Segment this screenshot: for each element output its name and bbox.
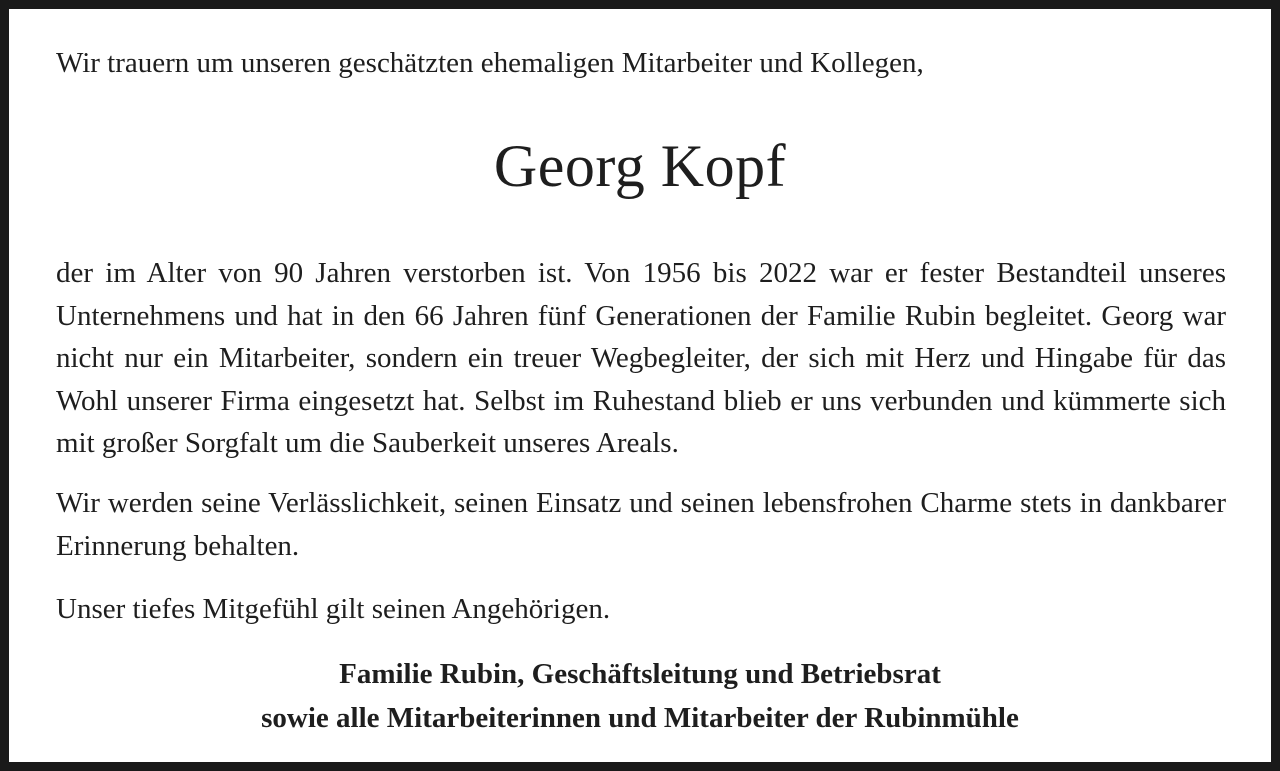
intro-line: Wir trauern um unseren geschätzten ehemaligen Mitarbeiter und Kollegen, (56, 47, 924, 79)
signature-line-1: Familie Rubin, Geschäftsleitung und Betriebsrat (339, 658, 941, 690)
body-paragraph-1: der im Alter von 90 Jahren verstorben ist. Von 1956 bis 2022 war er fester Bestandteil unseres Unternehmens und hat in den 66 Jahren fünf Generationen der Familie Rubin begleitet. Georg war nicht nur ein Mitarbeiter, sondern ein treuer Wegbegleiter, der sich mit Herz und Hingabe für das Wohl unserer Firma eingesetzt hat. Selbst im Ruhestand blieb er uns verbunden und kümmerte sich mit großer Sorgfalt um die Sauberkeit unseres Areals. (56, 257, 1226, 460)
obituary-notice (9, 9, 1271, 762)
signature-block (9, 652, 1271, 740)
signature-line-2: sowie alle Mitarbeiterinnen und Mitarbeiter der Rubinmühle (261, 702, 1019, 734)
deceased-name: Georg Kopf (493, 133, 787, 199)
body-paragraph-2: Wir werden seine Verlässlichkeit, seinen Einsatz und seinen lebensfrohen Charme stets in dankbarer Erinnerung behalten. (56, 487, 1226, 562)
body-paragraph-3: Unser tiefes Mitgefühl gilt seinen Angehörigen. (56, 593, 611, 625)
